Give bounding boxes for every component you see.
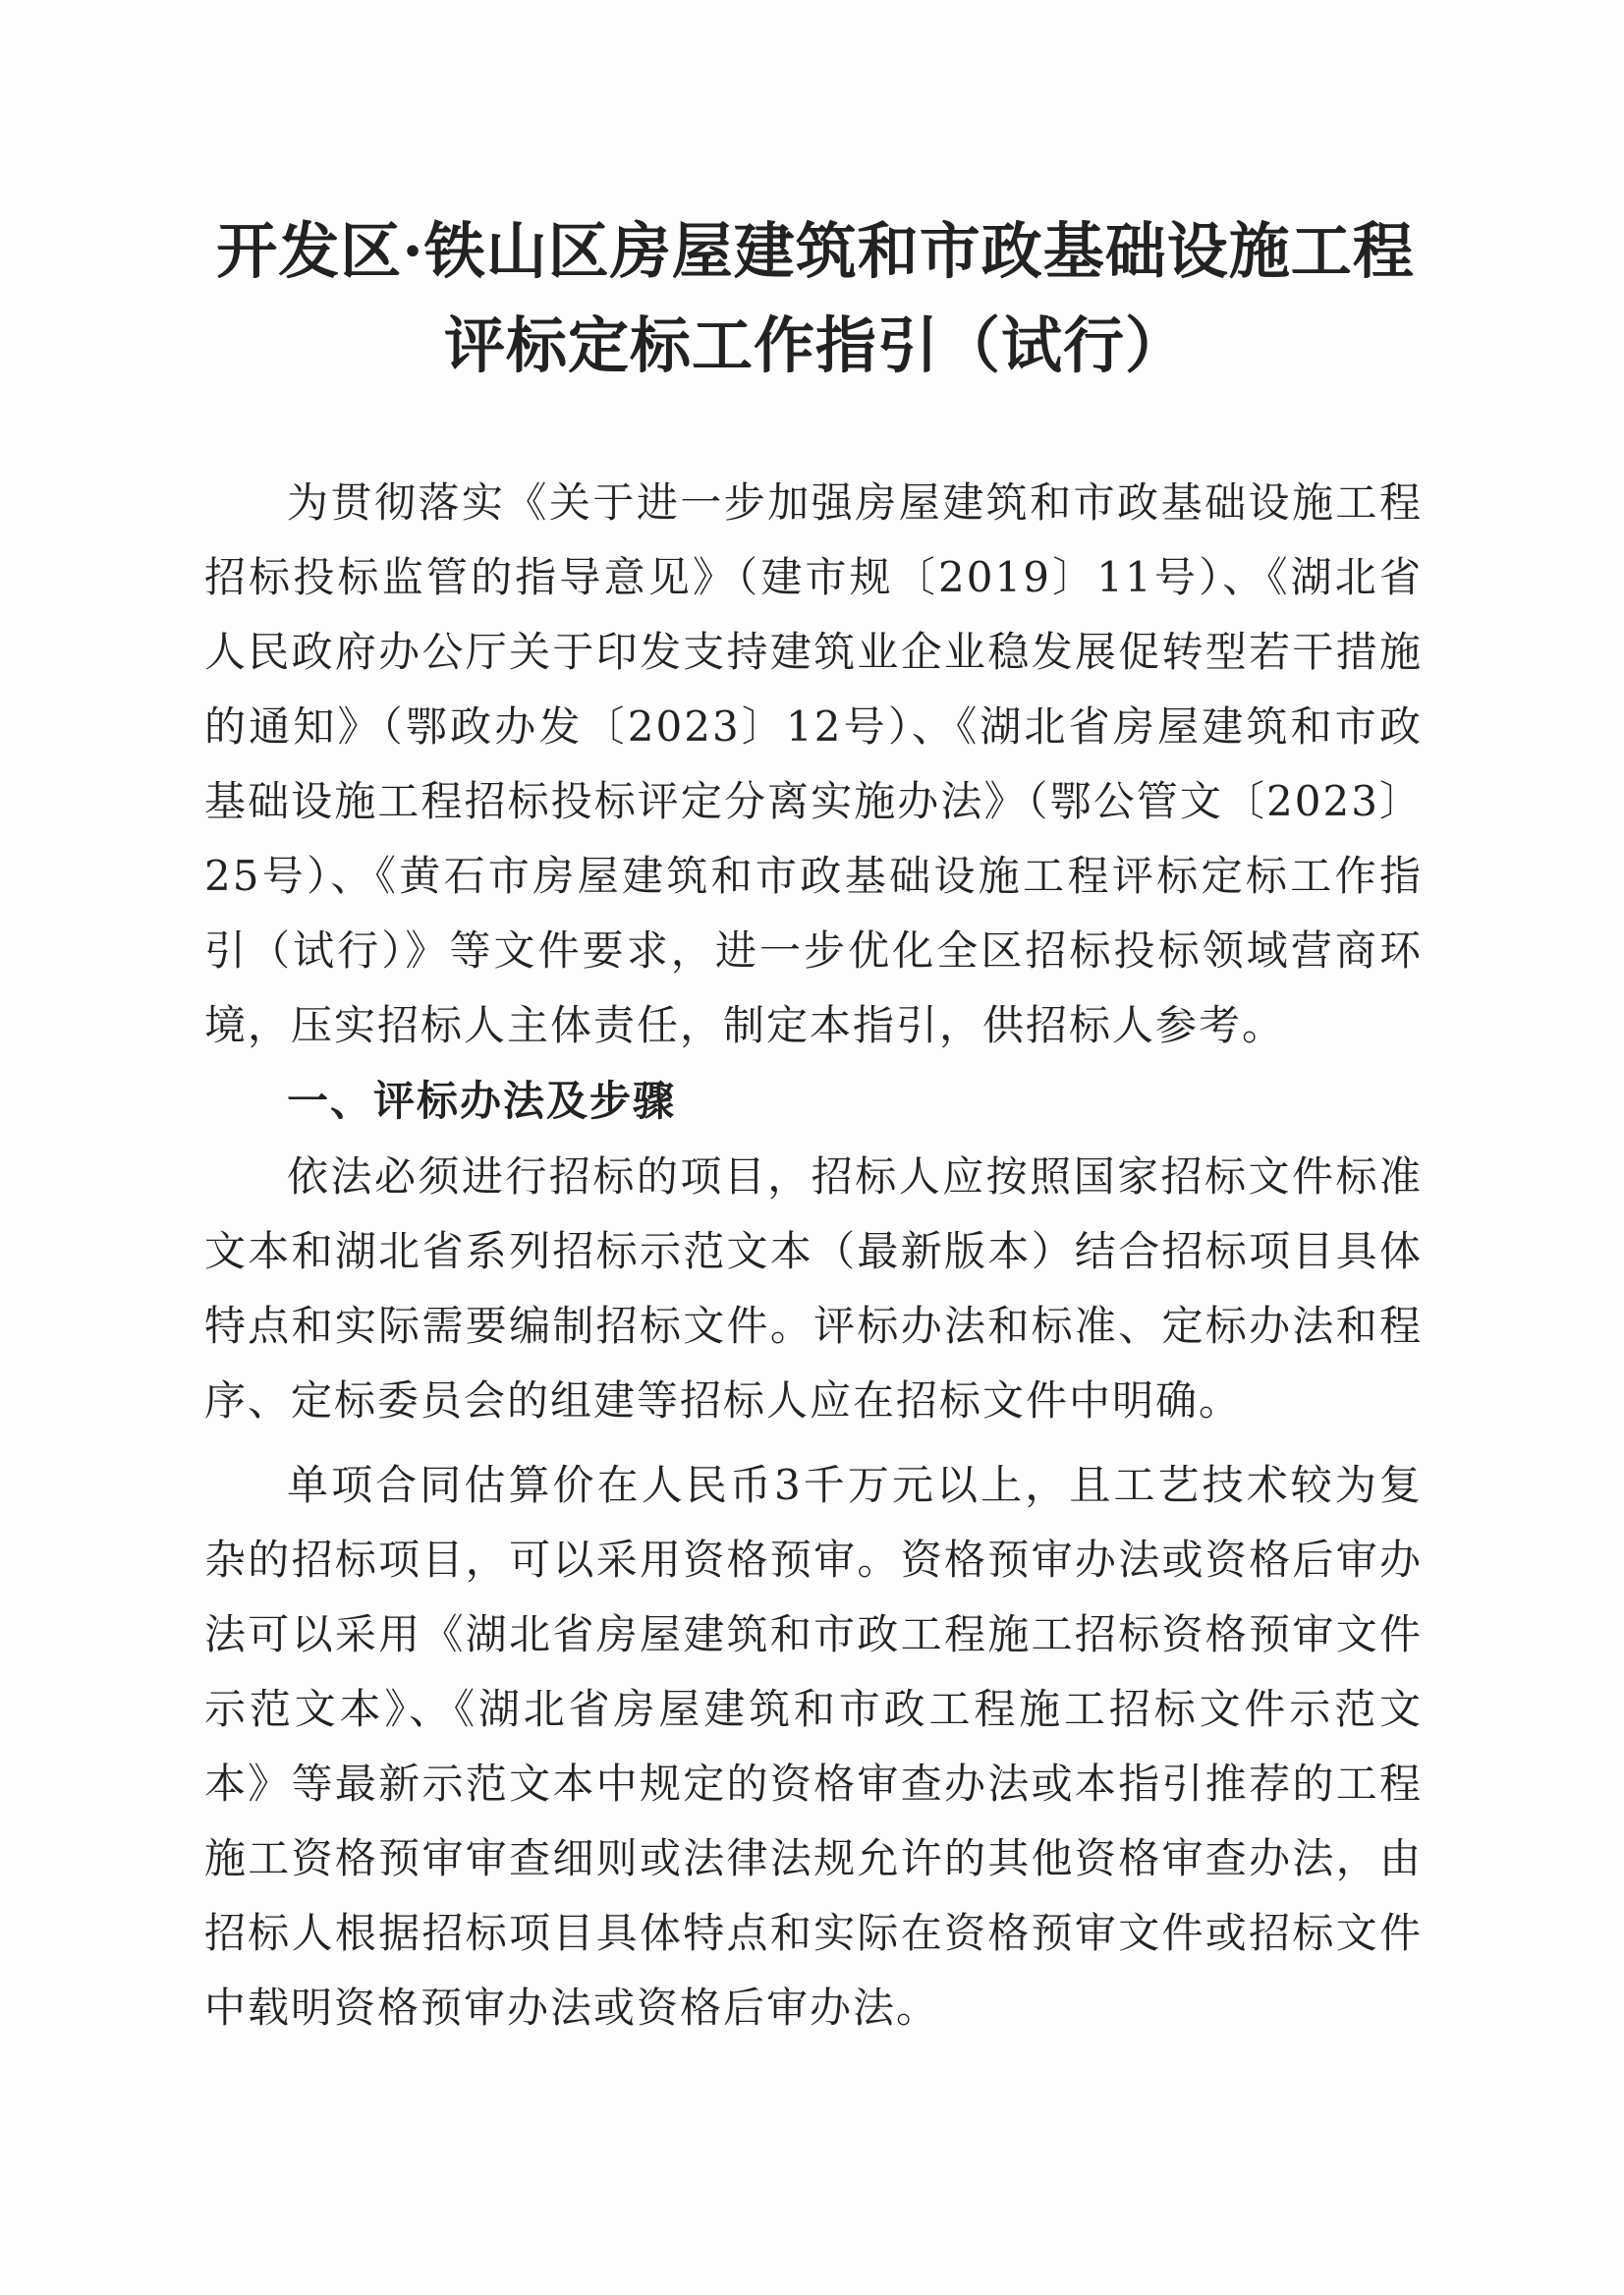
body-paragraph: 依法必须进行招标的项目，招标人应按照国家招标文件标准文本和湖北省系列招标示范文本（最新版本）结合招标项目具体特点和实际需要编制招标文件。评标办法和标准、定标办法和程序、定标委员会的组建等招标人应在招标文件中明确。 — [204, 1152, 1423, 1425]
paragraph-spacer — [204, 1438, 1423, 1448]
intro-paragraph: 为贯彻落实《关于进一步加强房屋建筑和市政基础设施工程招标投标监管的指导意见》（建市规〔2019〕11号）、《湖北省人民政府办公厅关于印发支持建筑业企业稳发展促转型若干措施的通知》（鄂政办发〔2023〕12号）、《湖北省房屋建筑和市政基础设施工程招标投标评定分离实施办法》（鄂公管文〔2023〕25号）、《黄石市房屋建筑和市政基础设施工程评标定标工作指引（试行）》等文件要求，进一步优化全区招标投标领域营商环境，压实招标人主体责任，制定本指引，供招标人参考。 — [204, 478, 1423, 1049]
section-heading: 一、评标办法及步骤 — [287, 1077, 677, 1125]
document-title — [196, 204, 1434, 393]
title-line-1: 开发区·铁山区房屋建筑和市政基础设施工程 — [216, 215, 1415, 287]
title-line-2: 评标定标工作指引（试行） — [443, 309, 1187, 381]
body-paragraph: 单项合同估算价在人民币3千万元以上，且工艺技术较为复杂的招标项目，可以采用资格预审。资格预审办法或资格后审办法可以采用《湖北省房屋建筑和市政工程施工招标资格预审文件示范文本》、《湖北省房屋建筑和市政工程施工招标文件示范文本》等最新示范文本中规定的资格审查办法或本指引推荐的工程施工资格预审审查细则或法律法规允许的其他资格审查办法，由招标人根据招标项目具体特点和实际在资格预审文件或招标文件中载明资格预审办法或资格后审办法。 — [204, 1461, 1423, 2032]
document-body — [204, 466, 1423, 2045]
